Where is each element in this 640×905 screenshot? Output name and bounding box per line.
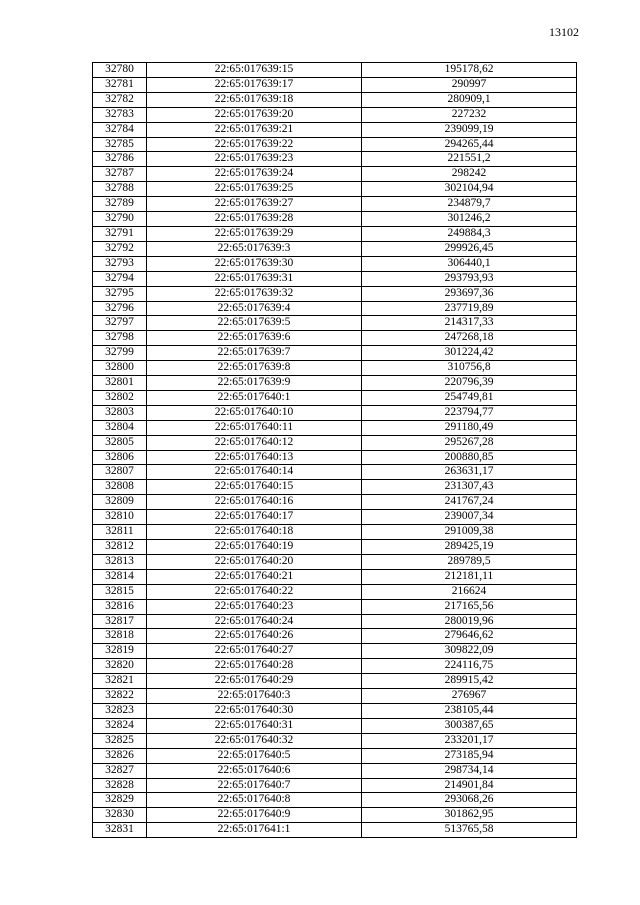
value-cell: 237719,89 bbox=[362, 301, 577, 316]
value-cell: 306440,1 bbox=[362, 256, 577, 271]
value-cell: 231307,43 bbox=[362, 480, 577, 495]
value-cell: 249884,3 bbox=[362, 226, 577, 241]
row-number-cell: 32804 bbox=[93, 420, 147, 435]
cadastral-number-cell: 22:65:017640:26 bbox=[147, 629, 362, 644]
cadastral-number-cell: 22:65:017640:17 bbox=[147, 510, 362, 525]
cadastral-number-cell: 22:65:017640:27 bbox=[147, 644, 362, 659]
value-cell: 310756,8 bbox=[362, 361, 577, 376]
value-cell: 291009,38 bbox=[362, 525, 577, 540]
value-cell: 263631,17 bbox=[362, 465, 577, 480]
row-number-cell: 32801 bbox=[93, 376, 147, 391]
table-row bbox=[93, 301, 577, 316]
cadastral-number-cell: 22:65:017639:27 bbox=[147, 197, 362, 212]
cadastral-number-cell: 22:65:017640:20 bbox=[147, 554, 362, 569]
table-row bbox=[93, 271, 577, 286]
table-row bbox=[93, 569, 577, 584]
cadastral-number-cell: 22:65:017639:32 bbox=[147, 286, 362, 301]
row-number-cell: 32803 bbox=[93, 405, 147, 420]
row-number-cell: 32819 bbox=[93, 644, 147, 659]
table-row bbox=[93, 674, 577, 689]
row-number-cell: 32818 bbox=[93, 629, 147, 644]
cadastral-number-cell: 22:65:017640:21 bbox=[147, 569, 362, 584]
row-number-cell: 32794 bbox=[93, 271, 147, 286]
row-number-cell: 32822 bbox=[93, 689, 147, 704]
cadastral-number-cell: 22:65:017639:24 bbox=[147, 167, 362, 182]
value-cell: 241767,24 bbox=[362, 495, 577, 510]
row-number-cell: 32800 bbox=[93, 361, 147, 376]
value-cell: 289789,5 bbox=[362, 554, 577, 569]
value-cell: 295267,28 bbox=[362, 435, 577, 450]
row-number-cell: 32799 bbox=[93, 346, 147, 361]
cadastral-number-cell: 22:65:017640:22 bbox=[147, 584, 362, 599]
row-number-cell: 32788 bbox=[93, 182, 147, 197]
cadastral-number-cell: 22:65:017640:3 bbox=[147, 689, 362, 704]
cadastral-number-cell: 22:65:017639:7 bbox=[147, 346, 362, 361]
cadastral-number-cell: 22:65:017640:9 bbox=[147, 808, 362, 823]
value-cell: 301246,2 bbox=[362, 212, 577, 227]
value-cell: 280019,96 bbox=[362, 614, 577, 629]
row-number-cell: 32814 bbox=[93, 569, 147, 584]
cadastral-number-cell: 22:65:017640:6 bbox=[147, 763, 362, 778]
table-row bbox=[93, 182, 577, 197]
table-row bbox=[93, 689, 577, 704]
row-number-cell: 32780 bbox=[93, 63, 147, 78]
value-cell: 233201,17 bbox=[362, 733, 577, 748]
cadastral-number-cell: 22:65:017640:15 bbox=[147, 480, 362, 495]
cadastral-number-cell: 22:65:017640:28 bbox=[147, 659, 362, 674]
table-row bbox=[93, 614, 577, 629]
value-cell: 298734,14 bbox=[362, 763, 577, 778]
cadastral-number-cell: 22:65:017639:8 bbox=[147, 361, 362, 376]
value-cell: 289915,42 bbox=[362, 674, 577, 689]
value-cell: 200880,85 bbox=[362, 450, 577, 465]
cadastral-number-cell: 22:65:017640:23 bbox=[147, 599, 362, 614]
value-cell: 214317,33 bbox=[362, 316, 577, 331]
table-row bbox=[93, 584, 577, 599]
table-row bbox=[93, 405, 577, 420]
cadastral-number-cell: 22:65:017639:15 bbox=[147, 63, 362, 78]
row-number-cell: 32825 bbox=[93, 733, 147, 748]
row-number-cell: 32809 bbox=[93, 495, 147, 510]
value-cell: 247268,18 bbox=[362, 331, 577, 346]
table-row bbox=[93, 63, 577, 78]
row-number-cell: 32781 bbox=[93, 77, 147, 92]
value-cell: 212181,11 bbox=[362, 569, 577, 584]
value-cell: 294265,44 bbox=[362, 137, 577, 152]
row-number-cell: 32791 bbox=[93, 226, 147, 241]
value-cell: 290997 bbox=[362, 77, 577, 92]
table-row bbox=[93, 793, 577, 808]
row-number-cell: 32824 bbox=[93, 718, 147, 733]
cadastral-number-cell: 22:65:017640:16 bbox=[147, 495, 362, 510]
cadastral-number-cell: 22:65:017640:14 bbox=[147, 465, 362, 480]
value-cell: 254749,81 bbox=[362, 390, 577, 405]
value-cell: 227232 bbox=[362, 107, 577, 122]
table-row bbox=[93, 346, 577, 361]
cadastral-number-cell: 22:65:017640:12 bbox=[147, 435, 362, 450]
row-number-cell: 32792 bbox=[93, 241, 147, 256]
cadastral-number-cell: 22:65:017639:30 bbox=[147, 256, 362, 271]
cadastral-number-cell: 22:65:017639:17 bbox=[147, 77, 362, 92]
cadastral-number-cell: 22:65:017639:9 bbox=[147, 376, 362, 391]
value-cell: 234879,7 bbox=[362, 197, 577, 212]
row-number-cell: 32790 bbox=[93, 212, 147, 227]
row-number-cell: 32796 bbox=[93, 301, 147, 316]
value-cell: 238105,44 bbox=[362, 703, 577, 718]
table-row bbox=[93, 331, 577, 346]
row-number-cell: 32828 bbox=[93, 778, 147, 793]
table-row bbox=[93, 376, 577, 391]
value-cell: 289425,19 bbox=[362, 540, 577, 555]
row-number-cell: 32821 bbox=[93, 674, 147, 689]
page-number: 13102 bbox=[549, 25, 579, 39]
cadastral-number-cell: 22:65:017640:1 bbox=[147, 390, 362, 405]
table-row bbox=[93, 733, 577, 748]
value-cell: 299926,45 bbox=[362, 241, 577, 256]
cadastral-number-cell: 22:65:017639:29 bbox=[147, 226, 362, 241]
cadastral-number-cell: 22:65:017639:18 bbox=[147, 92, 362, 107]
value-cell: 293697,36 bbox=[362, 286, 577, 301]
table-row bbox=[93, 763, 577, 778]
cadastral-number-cell: 22:65:017640:29 bbox=[147, 674, 362, 689]
cadastral-number-cell: 22:65:017639:23 bbox=[147, 152, 362, 167]
value-cell: 239007,34 bbox=[362, 510, 577, 525]
cadastral-number-cell: 22:65:017640:5 bbox=[147, 748, 362, 763]
value-cell: 276967 bbox=[362, 689, 577, 704]
row-number-cell: 32813 bbox=[93, 554, 147, 569]
value-cell: 239099,19 bbox=[362, 122, 577, 137]
cadastral-number-cell: 22:65:017639:6 bbox=[147, 331, 362, 346]
cadastral-number-cell: 22:65:017639:21 bbox=[147, 122, 362, 137]
table-row bbox=[93, 823, 577, 838]
table-row bbox=[93, 361, 577, 376]
value-cell: 293068,26 bbox=[362, 793, 577, 808]
cadastral-number-cell: 22:65:017640:11 bbox=[147, 420, 362, 435]
row-number-cell: 32831 bbox=[93, 823, 147, 838]
table-row bbox=[93, 420, 577, 435]
table-row bbox=[93, 718, 577, 733]
row-number-cell: 32808 bbox=[93, 480, 147, 495]
table-row bbox=[93, 92, 577, 107]
cadastral-number-cell: 22:65:017640:31 bbox=[147, 718, 362, 733]
row-number-cell: 32787 bbox=[93, 167, 147, 182]
row-number-cell: 32807 bbox=[93, 465, 147, 480]
value-cell: 302104,94 bbox=[362, 182, 577, 197]
cadastral-number-cell: 22:65:017640:8 bbox=[147, 793, 362, 808]
cadastral-number-cell: 22:65:017640:18 bbox=[147, 525, 362, 540]
cadastral-number-cell: 22:65:017640:32 bbox=[147, 733, 362, 748]
row-number-cell: 32805 bbox=[93, 435, 147, 450]
row-number-cell: 32812 bbox=[93, 540, 147, 555]
value-cell: 217165,56 bbox=[362, 599, 577, 614]
value-cell: 298242 bbox=[362, 167, 577, 182]
table-row bbox=[93, 808, 577, 823]
row-number-cell: 32797 bbox=[93, 316, 147, 331]
value-cell: 293793,93 bbox=[362, 271, 577, 286]
table-row bbox=[93, 748, 577, 763]
table-row bbox=[93, 659, 577, 674]
value-cell: 220796,39 bbox=[362, 376, 577, 391]
table-row bbox=[93, 212, 577, 227]
value-cell: 309822,09 bbox=[362, 644, 577, 659]
row-number-cell: 32811 bbox=[93, 525, 147, 540]
row-number-cell: 32820 bbox=[93, 659, 147, 674]
cadastral-number-cell: 22:65:017639:31 bbox=[147, 271, 362, 286]
table-row bbox=[93, 77, 577, 92]
cadastral-table bbox=[92, 62, 577, 838]
table-row bbox=[93, 599, 577, 614]
cadastral-number-cell: 22:65:017639:3 bbox=[147, 241, 362, 256]
row-number-cell: 32798 bbox=[93, 331, 147, 346]
table-row bbox=[93, 167, 577, 182]
row-number-cell: 32815 bbox=[93, 584, 147, 599]
table-row bbox=[93, 122, 577, 137]
value-cell: 216624 bbox=[362, 584, 577, 599]
row-number-cell: 32793 bbox=[93, 256, 147, 271]
row-number-cell: 32795 bbox=[93, 286, 147, 301]
cadastral-number-cell: 22:65:017640:7 bbox=[147, 778, 362, 793]
table-row bbox=[93, 554, 577, 569]
cadastral-number-cell: 22:65:017640:10 bbox=[147, 405, 362, 420]
table-row bbox=[93, 152, 577, 167]
table-row bbox=[93, 450, 577, 465]
cadastral-number-cell: 22:65:017640:30 bbox=[147, 703, 362, 718]
row-number-cell: 32817 bbox=[93, 614, 147, 629]
table-row bbox=[93, 629, 577, 644]
row-number-cell: 32783 bbox=[93, 107, 147, 122]
cadastral-number-cell: 22:65:017639:4 bbox=[147, 301, 362, 316]
cadastral-number-cell: 22:65:017639:25 bbox=[147, 182, 362, 197]
table-row bbox=[93, 241, 577, 256]
value-cell: 301862,95 bbox=[362, 808, 577, 823]
cadastral-number-cell: 22:65:017639:20 bbox=[147, 107, 362, 122]
value-cell: 223794,77 bbox=[362, 405, 577, 420]
value-cell: 221551,2 bbox=[362, 152, 577, 167]
cadastral-number-cell: 22:65:017641:1 bbox=[147, 823, 362, 838]
value-cell: 300387,65 bbox=[362, 718, 577, 733]
table-row bbox=[93, 495, 577, 510]
value-cell: 279646,62 bbox=[362, 629, 577, 644]
value-cell: 214901,84 bbox=[362, 778, 577, 793]
row-number-cell: 32826 bbox=[93, 748, 147, 763]
table-row bbox=[93, 107, 577, 122]
cadastral-number-cell: 22:65:017639:28 bbox=[147, 212, 362, 227]
table-row bbox=[93, 703, 577, 718]
row-number-cell: 32827 bbox=[93, 763, 147, 778]
row-number-cell: 32802 bbox=[93, 390, 147, 405]
table-row bbox=[93, 137, 577, 152]
cadastral-number-cell: 22:65:017640:19 bbox=[147, 540, 362, 555]
table-row bbox=[93, 316, 577, 331]
row-number-cell: 32830 bbox=[93, 808, 147, 823]
table-row bbox=[93, 286, 577, 301]
table-row bbox=[93, 197, 577, 212]
row-number-cell: 32784 bbox=[93, 122, 147, 137]
value-cell: 280909,1 bbox=[362, 92, 577, 107]
table-row bbox=[93, 465, 577, 480]
row-number-cell: 32786 bbox=[93, 152, 147, 167]
row-number-cell: 32816 bbox=[93, 599, 147, 614]
table-row bbox=[93, 525, 577, 540]
table-row bbox=[93, 778, 577, 793]
row-number-cell: 32806 bbox=[93, 450, 147, 465]
row-number-cell: 32782 bbox=[93, 92, 147, 107]
table-row bbox=[93, 435, 577, 450]
value-cell: 195178,62 bbox=[362, 63, 577, 78]
value-cell: 513765,58 bbox=[362, 823, 577, 838]
table-row bbox=[93, 226, 577, 241]
cadastral-number-cell: 22:65:017639:22 bbox=[147, 137, 362, 152]
value-cell: 301224,42 bbox=[362, 346, 577, 361]
row-number-cell: 32810 bbox=[93, 510, 147, 525]
table-row bbox=[93, 390, 577, 405]
cadastral-number-cell: 22:65:017640:13 bbox=[147, 450, 362, 465]
row-number-cell: 32785 bbox=[93, 137, 147, 152]
table-row bbox=[93, 510, 577, 525]
value-cell: 273185,94 bbox=[362, 748, 577, 763]
value-cell: 291180,49 bbox=[362, 420, 577, 435]
row-number-cell: 32829 bbox=[93, 793, 147, 808]
value-cell: 224116,75 bbox=[362, 659, 577, 674]
row-number-cell: 32789 bbox=[93, 197, 147, 212]
table-row bbox=[93, 540, 577, 555]
cadastral-number-cell: 22:65:017640:24 bbox=[147, 614, 362, 629]
cadastral-number-cell: 22:65:017639:5 bbox=[147, 316, 362, 331]
table-row bbox=[93, 644, 577, 659]
row-number-cell: 32823 bbox=[93, 703, 147, 718]
table-row bbox=[93, 256, 577, 271]
table-row bbox=[93, 480, 577, 495]
table-body bbox=[93, 63, 577, 838]
